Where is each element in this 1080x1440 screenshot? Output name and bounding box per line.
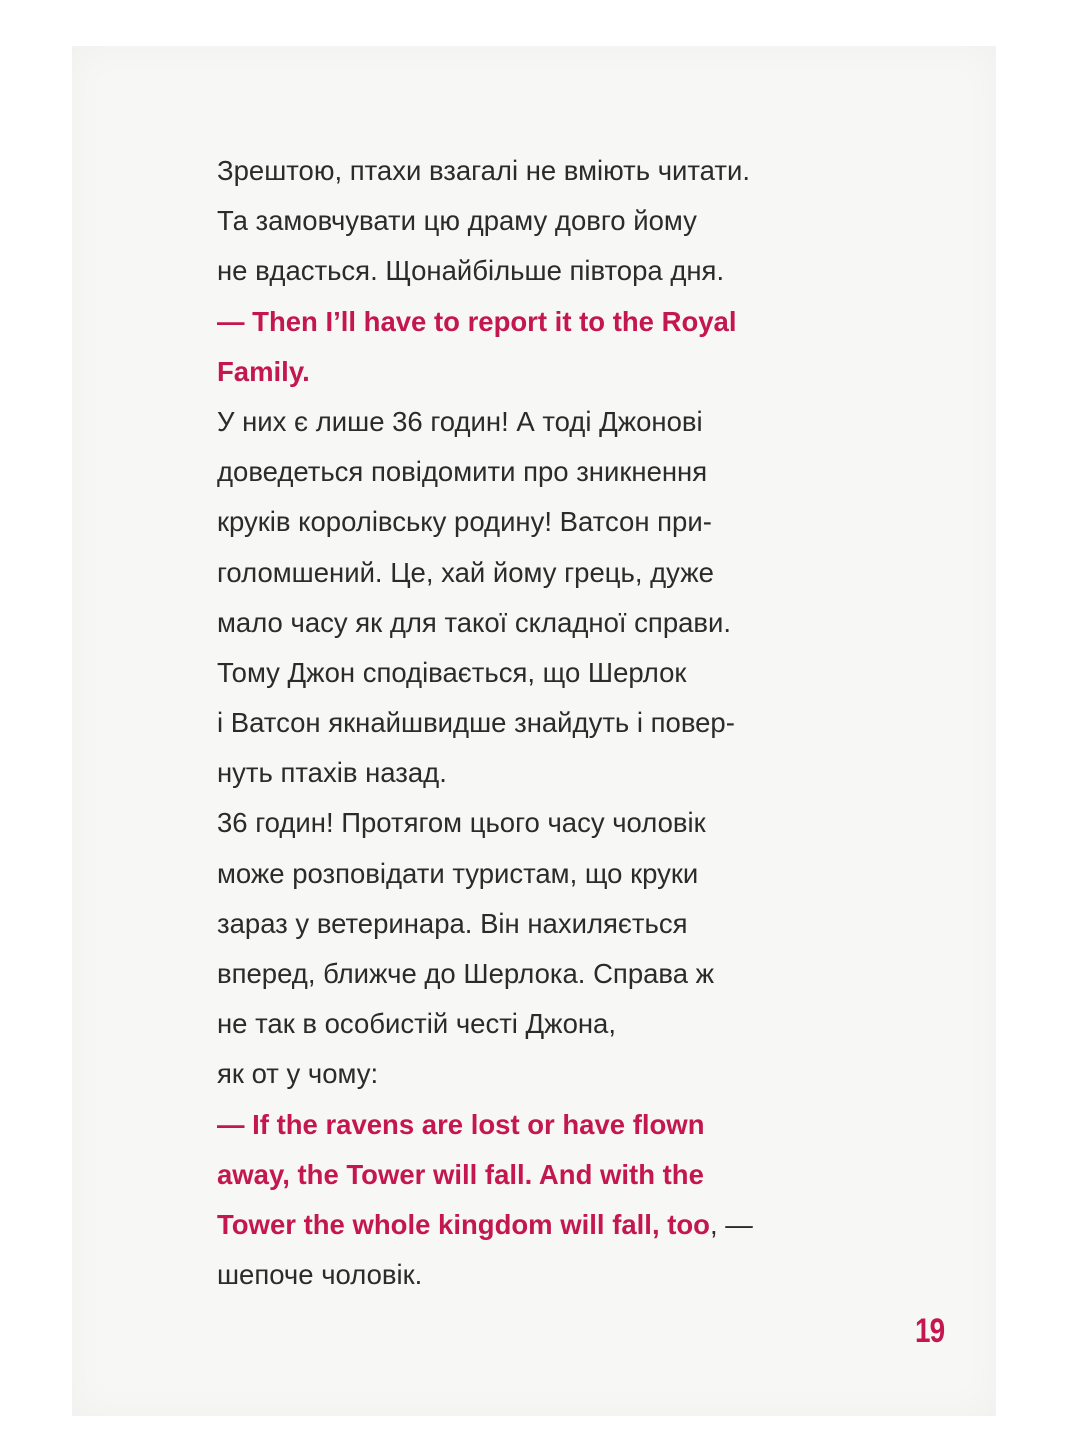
narrative-text: нуть птахів назад. <box>217 757 447 789</box>
text-line <box>217 246 917 296</box>
narrative-text: шепоче чоловік. <box>217 1259 423 1291</box>
english-quote-text: — If the ravens are lost or have flown <box>217 1108 705 1140</box>
text-line <box>217 397 917 447</box>
text-line <box>217 1049 917 1099</box>
narrative-text: не вдасться. Щонайбільше півтора дня. <box>217 255 725 287</box>
text-line <box>217 196 917 246</box>
narrative-text: не так в особистій честі Джона, <box>217 1008 616 1040</box>
narrative-text: , — <box>709 1208 753 1240</box>
english-quote-text: away, the Tower will fall. And with the <box>217 1158 704 1190</box>
narrative-text: зараз у ветеринара. Він нахиляється <box>217 907 688 939</box>
narrative-text: мало часу як для такої складної справи. <box>217 606 732 638</box>
narrative-text: голомшений. Це, хай йому грець, дуже <box>217 556 714 588</box>
text-line <box>217 447 917 497</box>
narrative-text: може розповідати туристам, що круки <box>217 857 699 889</box>
text-line <box>217 1250 917 1300</box>
narrative-text: круків королівську родину! Ватсон при- <box>217 506 712 538</box>
narrative-text: і Ватсон якнайшвидше знайдуть і повер- <box>217 707 735 739</box>
text-line <box>217 548 917 598</box>
narrative-text: Та замовчувати цю драму довго йому <box>217 205 697 237</box>
narrative-text: вперед, ближче до Шерлока. Справа ж <box>217 958 715 989</box>
text-line <box>217 1200 917 1250</box>
narrative-text: У них є лише 36 годин! А тоді Джонові <box>217 405 703 437</box>
text-line <box>217 999 917 1049</box>
text-line <box>217 849 917 899</box>
narrative-text: Тому Джон сподівається, що Шерлок <box>217 656 687 688</box>
text-line <box>217 347 917 397</box>
text-line <box>217 1100 917 1150</box>
text-line <box>217 748 917 798</box>
english-quote-text: — Then I’ll have to report it to the Royal <box>217 305 737 337</box>
body-text <box>217 146 917 1300</box>
text-line <box>217 798 917 848</box>
text-line <box>217 899 917 949</box>
text-line <box>217 1150 917 1200</box>
narrative-text: Зрештою, птахи взагалі не вміють читати. <box>217 155 750 186</box>
narrative-text: як от у чому: <box>217 1058 379 1090</box>
text-line <box>217 497 917 547</box>
text-line <box>217 297 917 347</box>
text-line <box>217 648 917 698</box>
book-page <box>72 46 996 1416</box>
narrative-text: 36 годин! Протягом цього часу чоловік <box>217 807 706 839</box>
text-line <box>217 698 917 748</box>
narrative-text: доведеться повідомити про зникнення <box>217 456 708 488</box>
text-line <box>217 949 917 999</box>
english-quote-text: Family. <box>217 355 310 387</box>
page-number: 19 <box>915 1312 945 1350</box>
text-line <box>217 146 917 196</box>
text-line <box>217 598 917 648</box>
english-quote-text: Tower the whole kingdom will fall, too <box>217 1208 710 1240</box>
